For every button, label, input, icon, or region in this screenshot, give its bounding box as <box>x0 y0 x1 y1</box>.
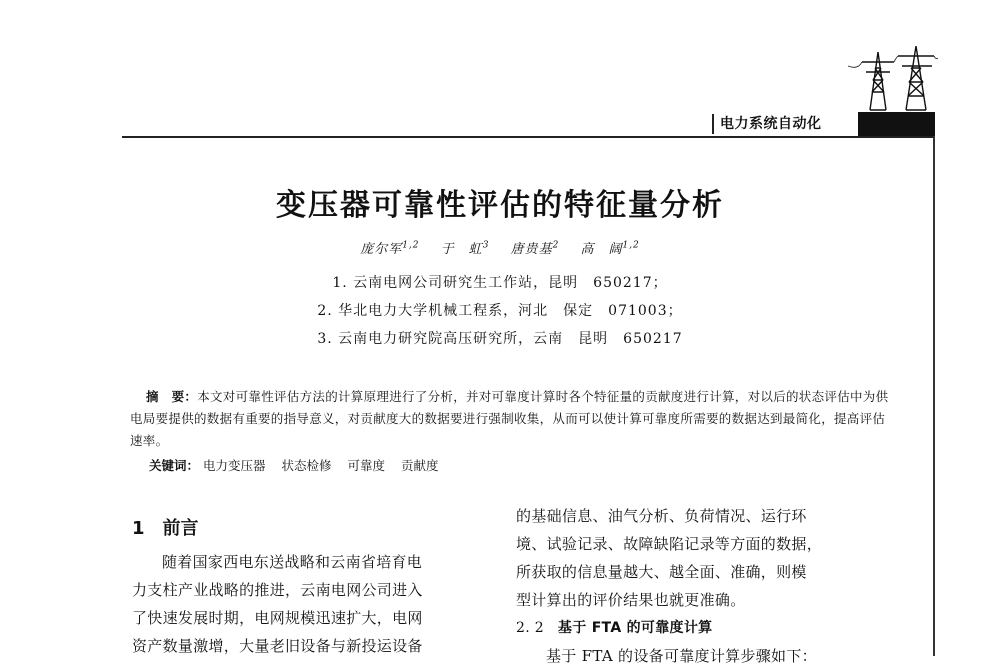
affiliation: 3. 云南电力研究院高压研究所，云南 昆明 650217 <box>317 331 683 347</box>
right-column <box>516 502 896 670</box>
body-line: 资产数量激增，大量老旧设备与新投运设备 <box>132 637 423 655</box>
body-line: 的基础信息、油气分析、负荷情况、运行环 <box>516 507 807 525</box>
subsection-title: 基于 FTA 的可靠度计算 <box>557 620 713 636</box>
header-black-block <box>858 112 935 136</box>
abstract-label: 摘 要： <box>146 389 198 404</box>
affiliation: 2. 华北电力大学机械工程系，河北 保定 071003； <box>317 303 683 319</box>
section-heading <box>132 514 199 540</box>
body-line: 型计算出的评价结果也就更准确。 <box>516 591 746 609</box>
journal-tag-tick <box>712 114 714 134</box>
subsection-number: 2. 2 <box>516 620 544 636</box>
keyword: 可靠度 <box>347 458 386 473</box>
author-list <box>0 238 1000 257</box>
author: 于 虹$^3$ <box>440 240 490 257</box>
paper-title: 变压器可靠性评估的特征量分析 <box>276 188 724 223</box>
abstract <box>130 386 890 452</box>
journal-tag <box>712 112 860 134</box>
author: 高 阔$^{1,2}$ <box>580 240 640 257</box>
affiliation: 1. 云南电网公司研究生工作站，昆明 650217； <box>332 275 668 291</box>
body-line: 所获取的信息量越大、越全面、准确，则模 <box>516 563 807 581</box>
keywords <box>149 456 451 474</box>
abstract-text: 本文对可靠性评估方法的计算原理进行了分析，并对可靠度计算时各个特征量的贡献度进行计算，对以后的状态评估中为供电局要提供的数据有重要的指导意义，对贡献度大的数据要进行强制收集，从而可以使计算可靠度所需要的数据达到最简化，提高评估速率。 <box>130 389 889 448</box>
keyword: 贡献度 <box>401 458 439 473</box>
body-line: 随着国家西电东送战略和云南省培育电 <box>162 553 423 571</box>
body-line: 境、试验记录、故障缺陷记录等方面的数据， <box>516 535 823 553</box>
left-column <box>132 548 502 660</box>
keywords-label: 关键词： <box>149 458 200 473</box>
keyword: 电力变压器 <box>203 458 266 473</box>
header-rule <box>122 136 935 138</box>
author: 庞尔军$^{1,2}$ <box>360 240 420 257</box>
body-line: 基于 FTA 的设备可靠度计算步骤如下： <box>546 647 817 665</box>
keyword: 状态检修 <box>281 458 332 473</box>
body-line: 力支柱产业战略的推进，云南电网公司进入 <box>132 581 423 599</box>
subsection-heading <box>516 614 896 642</box>
body-line: 了快速发展时期，电网规模迅速扩大，电网 <box>132 609 423 627</box>
journal-name: 电力系统自动化 <box>720 116 822 132</box>
power-tower-icon <box>848 46 938 112</box>
section-title: 前言 <box>162 518 199 539</box>
section-number: 1 <box>132 518 145 539</box>
author: 唐贵基$^2$ <box>510 240 560 257</box>
